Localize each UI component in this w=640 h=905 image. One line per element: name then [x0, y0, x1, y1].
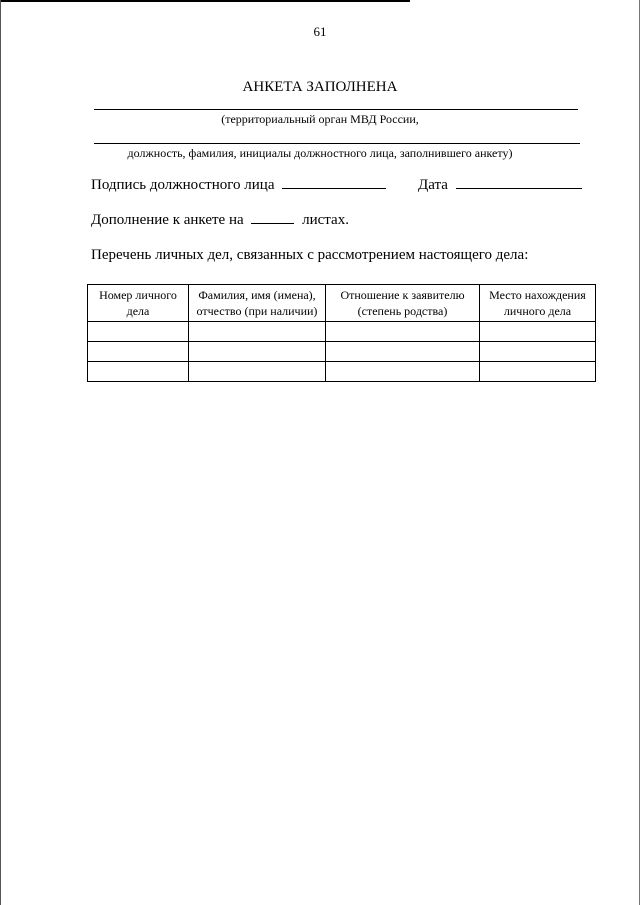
territorial-organ-line — [94, 109, 578, 110]
page-number: 61 — [313, 24, 327, 39]
table-cell[interactable] — [480, 362, 596, 382]
header-case-location-line1: Место нахождения — [489, 288, 586, 302]
header-relation-line2: (степень родства) — [357, 304, 448, 318]
table-cell[interactable] — [189, 362, 326, 382]
header-case-location — [480, 285, 596, 322]
header-relation-line1: Отношение к заявителю — [340, 288, 465, 302]
table-cell[interactable] — [326, 362, 480, 382]
header-case-number — [88, 285, 189, 322]
table-cell[interactable] — [189, 322, 326, 342]
header-case-number-line2: дела — [126, 304, 150, 318]
official-details-line — [94, 143, 580, 144]
signature-blank[interactable] — [282, 176, 386, 189]
header-full-name — [189, 285, 326, 322]
territorial-organ-caption: (территориальный орган МВД России, — [221, 112, 419, 126]
official-details-caption: должность, фамилия, инициалы должностного лица, заполнившего анкету) — [127, 146, 513, 160]
table-cell[interactable] — [88, 322, 189, 342]
sheet-count-blank[interactable] — [251, 211, 294, 224]
header-full-name-line2: отчество (при наличии) — [196, 304, 318, 318]
supplement-prefix: Дополнение к анкете на — [91, 212, 244, 228]
supplement-suffix: листах. — [302, 212, 349, 228]
header-relation — [326, 285, 480, 322]
table-cell[interactable] — [480, 322, 596, 342]
table-row — [88, 342, 596, 362]
table-row — [88, 362, 596, 382]
date-blank[interactable] — [456, 176, 582, 189]
header-case-number-line1: Номер личного — [99, 288, 177, 302]
table-cell[interactable] — [189, 342, 326, 362]
table-cell[interactable] — [88, 342, 189, 362]
table-header-row — [88, 285, 596, 322]
table-cell[interactable] — [326, 342, 480, 362]
table-row — [88, 322, 596, 342]
supplement-row — [91, 211, 349, 229]
scan-top-edge — [0, 0, 410, 2]
scan-left-edge — [0, 0, 1, 905]
header-full-name-line1: Фамилия, имя (имена), — [198, 288, 316, 302]
personal-cases-table — [87, 284, 596, 382]
table-cell[interactable] — [326, 322, 480, 342]
form-title: АНКЕТА ЗАПОЛНЕНА — [242, 79, 398, 95]
table-cell[interactable] — [88, 362, 189, 382]
header-case-location-line2: личного дела — [503, 304, 572, 318]
case-list-heading: Перечень личных дел, связанных с рассмотрением настоящего дела: — [91, 247, 529, 263]
signature-row — [91, 176, 386, 194]
date-row — [418, 176, 582, 194]
date-label: Дата — [418, 177, 448, 193]
signature-label: Подпись должностного лица — [91, 177, 275, 193]
table-cell[interactable] — [480, 342, 596, 362]
